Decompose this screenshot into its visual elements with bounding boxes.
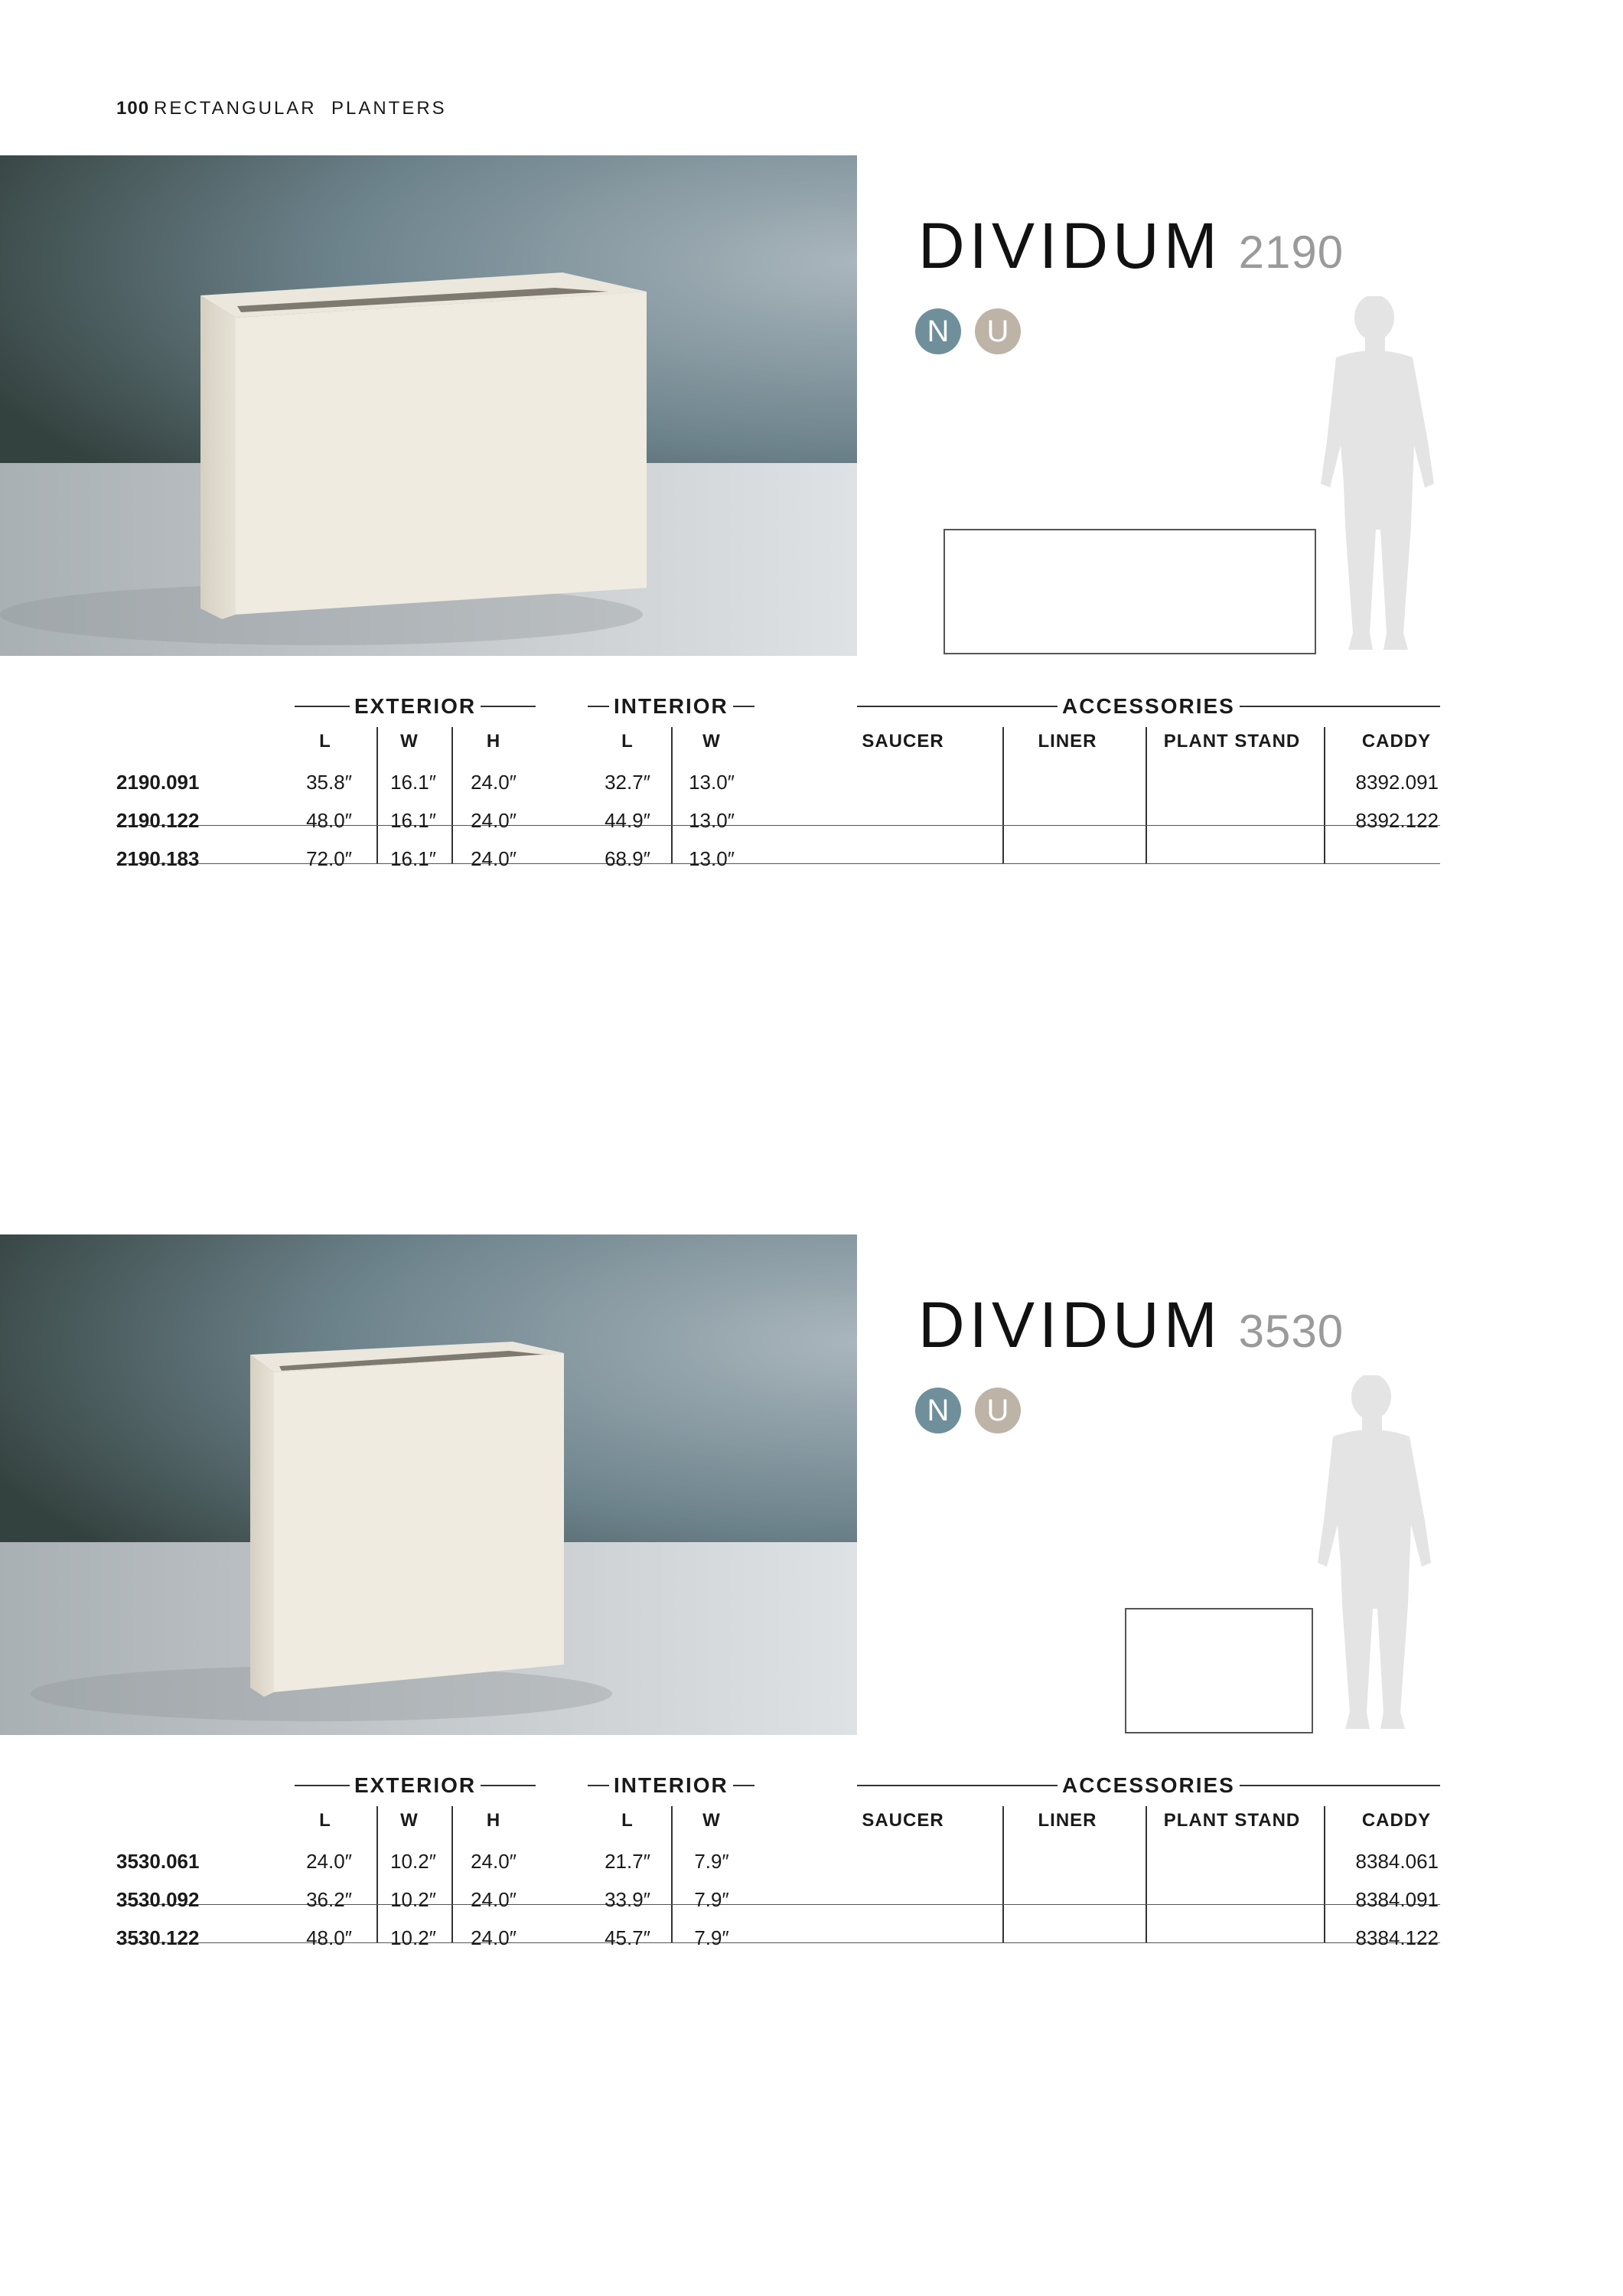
cell-ext-w: 16.1″ — [390, 771, 436, 794]
cell-int-l: 21.7″ — [605, 1850, 650, 1873]
cell-ext-w: 10.2″ — [390, 1888, 436, 1911]
col-int-l: L — [621, 731, 634, 752]
finish-badges — [915, 308, 1021, 354]
group-label: EXTERIOR — [354, 694, 477, 718]
cell-ext-l: 24.0″ — [306, 1850, 352, 1873]
cell-int-l: 68.9″ — [605, 847, 650, 870]
col-ext-w: W — [400, 1810, 419, 1831]
spec-table — [0, 1770, 1623, 2000]
cell-caddy: 8384.091 — [1355, 1888, 1439, 1911]
col-ext-l: L — [319, 1810, 331, 1831]
col-plant-stand: PLANT STAND — [1163, 731, 1301, 752]
cell-ext-h: 24.0″ — [471, 1850, 517, 1873]
col-int-w: W — [702, 1810, 721, 1831]
cell-int-l: 44.9″ — [605, 809, 650, 832]
col-caddy: CADDY — [1361, 731, 1432, 752]
col-int-l: L — [621, 1810, 634, 1831]
row-code: 2190.091 — [116, 771, 200, 794]
col-ext-h: H — [486, 1810, 501, 1831]
group-interior — [588, 1770, 754, 1801]
group-label: INTERIOR — [614, 1773, 728, 1797]
col-ext-h: H — [486, 731, 501, 752]
row-code: 3530.122 — [116, 1926, 200, 1949]
cell-ext-l: 72.0″ — [306, 847, 352, 870]
product-section-2190 — [0, 155, 1623, 921]
cell-caddy: 8384.061 — [1355, 1850, 1439, 1873]
product-title — [918, 1288, 1344, 1362]
cell-int-w: 13.0″ — [689, 847, 735, 870]
col-ext-w: W — [400, 731, 419, 752]
group-accessories — [857, 691, 1440, 722]
cell-ext-h: 24.0″ — [471, 847, 517, 870]
cell-ext-l: 36.2″ — [306, 1888, 352, 1911]
finish-badge-n: N — [915, 308, 961, 354]
col-saucer: SAUCER — [862, 1810, 944, 1831]
cell-ext-w: 16.1″ — [390, 847, 436, 870]
col-liner: LINER — [1038, 1810, 1097, 1831]
col-plant-stand: PLANT STAND — [1163, 1810, 1301, 1831]
row-code: 2190.183 — [116, 847, 200, 870]
cell-ext-l: 35.8″ — [306, 771, 352, 794]
product-name: DIVIDUM — [918, 1289, 1222, 1361]
product-photo — [0, 1234, 857, 1735]
product-code: 2190 — [1238, 227, 1344, 278]
group-accessories — [857, 1770, 1440, 1801]
cell-int-l: 33.9″ — [605, 1888, 650, 1911]
group-exterior — [295, 691, 536, 722]
group-interior — [588, 691, 754, 722]
cell-ext-l: 48.0″ — [306, 1926, 352, 1949]
row-code: 2190.122 — [116, 809, 200, 832]
cell-ext-h: 24.0″ — [471, 771, 517, 794]
col-int-w: W — [702, 731, 721, 752]
page-header — [116, 98, 447, 119]
cell-int-l: 32.7″ — [605, 771, 650, 794]
col-ext-l: L — [319, 731, 331, 752]
finish-badge-n: N — [915, 1388, 961, 1433]
product-title — [918, 209, 1344, 283]
col-caddy: CADDY — [1361, 1810, 1432, 1831]
cell-ext-h: 24.0″ — [471, 1926, 517, 1949]
col-saucer: SAUCER — [862, 731, 944, 752]
human-silhouette-icon — [1310, 1375, 1448, 1735]
cell-int-w: 13.0″ — [689, 771, 735, 794]
cell-ext-h: 24.0″ — [471, 1888, 517, 1911]
cell-int-w: 7.9″ — [694, 1850, 729, 1873]
cell-int-w: 13.0″ — [689, 809, 735, 832]
product-photo — [0, 155, 857, 656]
cell-caddy: 8392.122 — [1355, 809, 1439, 832]
row-code: 3530.061 — [116, 1850, 200, 1873]
cell-caddy: 8392.091 — [1355, 771, 1439, 794]
cell-ext-h: 24.0″ — [471, 809, 517, 832]
spec-table — [0, 691, 1623, 921]
group-label: EXTERIOR — [354, 1773, 477, 1797]
row-code: 3530.092 — [116, 1888, 200, 1911]
group-label: INTERIOR — [614, 694, 728, 718]
group-label: ACCESSORIES — [1062, 694, 1235, 718]
cell-ext-w: 10.2″ — [390, 1926, 436, 1949]
finish-badges — [915, 1388, 1021, 1433]
size-scale-box — [1125, 1608, 1313, 1733]
group-label: ACCESSORIES — [1062, 1773, 1235, 1797]
col-liner: LINER — [1038, 731, 1097, 752]
cell-int-w: 7.9″ — [694, 1926, 729, 1949]
cell-ext-w: 16.1″ — [390, 809, 436, 832]
product-name: DIVIDUM — [918, 210, 1222, 282]
section-title: RECTANGULAR PLANTERS — [154, 98, 447, 119]
size-scale-box — [943, 529, 1316, 654]
cell-ext-w: 10.2″ — [390, 1850, 436, 1873]
page-number: 100 — [116, 98, 150, 119]
human-silhouette-icon — [1313, 296, 1451, 656]
cell-int-l: 45.7″ — [605, 1926, 650, 1949]
finish-badge-u: U — [975, 308, 1021, 354]
group-exterior — [295, 1770, 536, 1801]
cell-int-w: 7.9″ — [694, 1888, 729, 1911]
finish-badge-u: U — [975, 1388, 1021, 1433]
cell-caddy: 8384.122 — [1355, 1926, 1439, 1949]
product-code: 3530 — [1238, 1306, 1344, 1357]
cell-ext-l: 48.0″ — [306, 809, 352, 832]
product-section-3530 — [0, 1234, 1623, 2000]
